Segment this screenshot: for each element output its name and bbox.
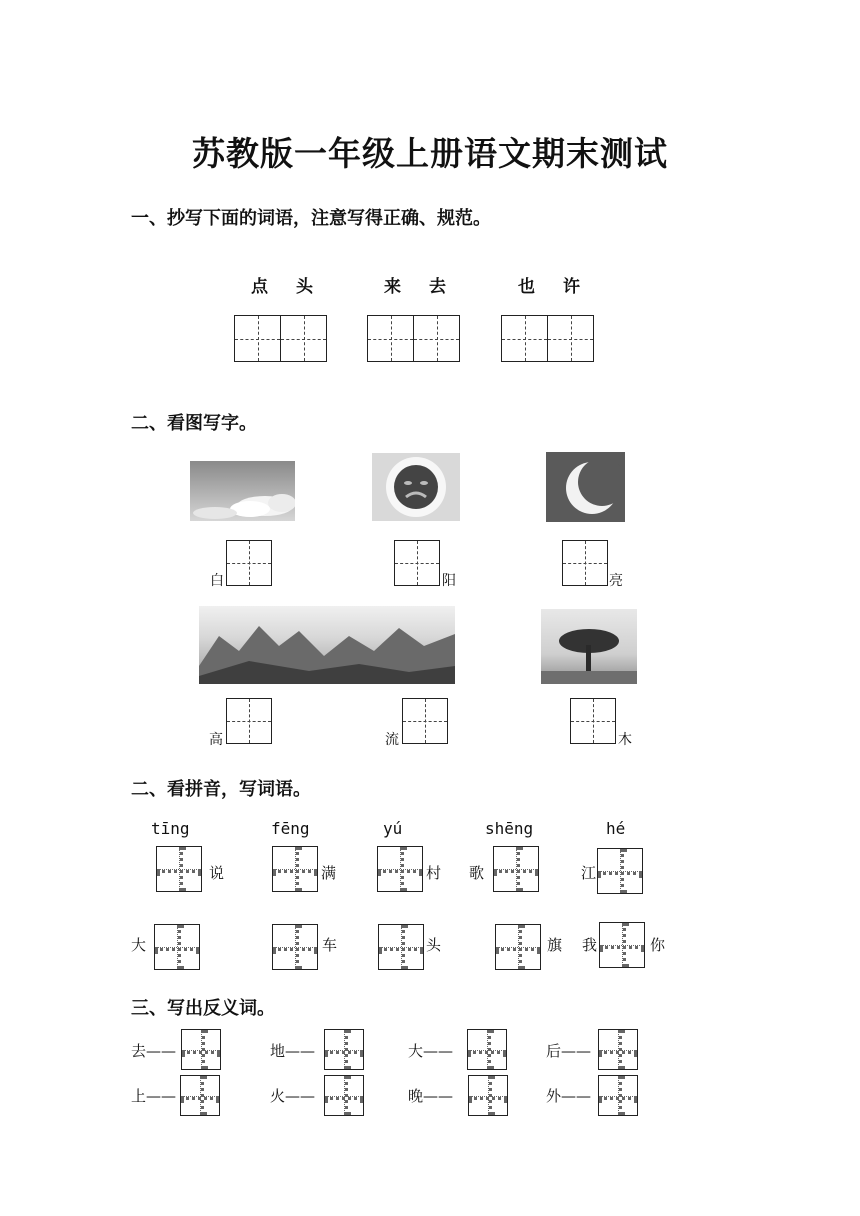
label-bai: 白 (210, 573, 224, 589)
char-tou: 头 (426, 936, 442, 954)
antonym-box-7[interactable] (468, 1075, 508, 1116)
pinyin-he: hé (606, 819, 626, 838)
char-shuo: 说 (209, 864, 225, 882)
copy-box-1[interactable] (234, 315, 326, 362)
antonym-box-5[interactable] (180, 1075, 220, 1116)
antonym-prompt-qu: 去—— (131, 1042, 177, 1060)
section-4-heading: 三、写出反义词。 (131, 998, 275, 1019)
char-ge: 歌 (469, 864, 485, 882)
char-ni: 你 (650, 936, 666, 954)
section-1-heading: 一、抄写下面的词语，注意写得正确、规范。 (131, 208, 491, 229)
char-jiang: 江 (581, 864, 597, 882)
antonym-prompt-hou: 后—— (546, 1042, 592, 1060)
label-liu: 流 (385, 732, 399, 748)
pinyin-ting: tīng (151, 819, 190, 838)
pinyin-box-1[interactable] (156, 846, 202, 892)
antonym-prompt-shang: 上—— (131, 1087, 177, 1105)
write-box-gao[interactable] (226, 698, 272, 744)
antonym-box-2[interactable] (324, 1029, 364, 1070)
pinyin-box-3[interactable] (377, 846, 423, 892)
section-2-heading: 二、看图写字。 (131, 413, 257, 434)
write-box-mu[interactable] (570, 698, 616, 744)
char-cun: 村 (426, 864, 442, 882)
copy-box-3[interactable] (501, 315, 593, 362)
moon-image (546, 452, 625, 522)
label-liang: 亮 (609, 573, 623, 589)
pinyin-box-2[interactable] (272, 846, 318, 892)
antonym-prompt-di: 地—— (270, 1042, 316, 1060)
char-man: 满 (321, 864, 337, 882)
copy-word-1: 点 头 (251, 277, 313, 297)
clouds-image (190, 461, 295, 521)
antonym-box-6[interactable] (324, 1075, 364, 1116)
antonym-box-1[interactable] (181, 1029, 221, 1070)
char-da: 大 (131, 936, 147, 954)
pinyin-box-7[interactable] (272, 924, 318, 970)
antonym-prompt-huo: 火—— (270, 1087, 316, 1105)
pinyin-box-9[interactable] (495, 924, 541, 970)
write-box-bai[interactable] (226, 540, 272, 586)
landscape-image (199, 606, 455, 684)
antonym-prompt-wai: 外—— (546, 1087, 592, 1105)
label-mu: 木 (618, 732, 632, 748)
pinyin-box-5[interactable] (597, 848, 643, 894)
pinyin-feng: fēng (271, 819, 310, 838)
copy-word-2: 来 去 (384, 277, 446, 297)
copy-box-2[interactable] (367, 315, 459, 362)
pinyin-box-4[interactable] (493, 846, 539, 892)
sun-image (372, 453, 460, 521)
write-box-liu[interactable] (402, 698, 448, 744)
section-3-heading: 二、看拼音，写词语。 (131, 779, 311, 800)
copy-word-3: 也 许 (518, 277, 580, 297)
pinyin-yu: yú (383, 819, 403, 838)
write-box-yang[interactable] (394, 540, 440, 586)
tree-image (541, 609, 637, 684)
pinyin-box-6[interactable] (154, 924, 200, 970)
char-qi: 旗 (547, 936, 563, 954)
pinyin-box-10[interactable] (599, 922, 645, 968)
antonym-prompt-wan: 晚—— (408, 1087, 454, 1105)
char-wo: 我 (582, 936, 598, 954)
antonym-box-8[interactable] (598, 1075, 638, 1116)
antonym-box-4[interactable] (598, 1029, 638, 1070)
page-title: 苏教版一年级上册语文期末测试 (192, 134, 668, 173)
label-gao: 高 (209, 732, 223, 748)
char-che: 车 (322, 936, 338, 954)
antonym-prompt-da: 大—— (408, 1042, 454, 1060)
write-box-liang[interactable] (562, 540, 608, 586)
label-yang: 阳 (442, 573, 456, 589)
pinyin-box-8[interactable] (378, 924, 424, 970)
antonym-box-3[interactable] (467, 1029, 507, 1070)
pinyin-sheng: shēng (485, 819, 534, 838)
